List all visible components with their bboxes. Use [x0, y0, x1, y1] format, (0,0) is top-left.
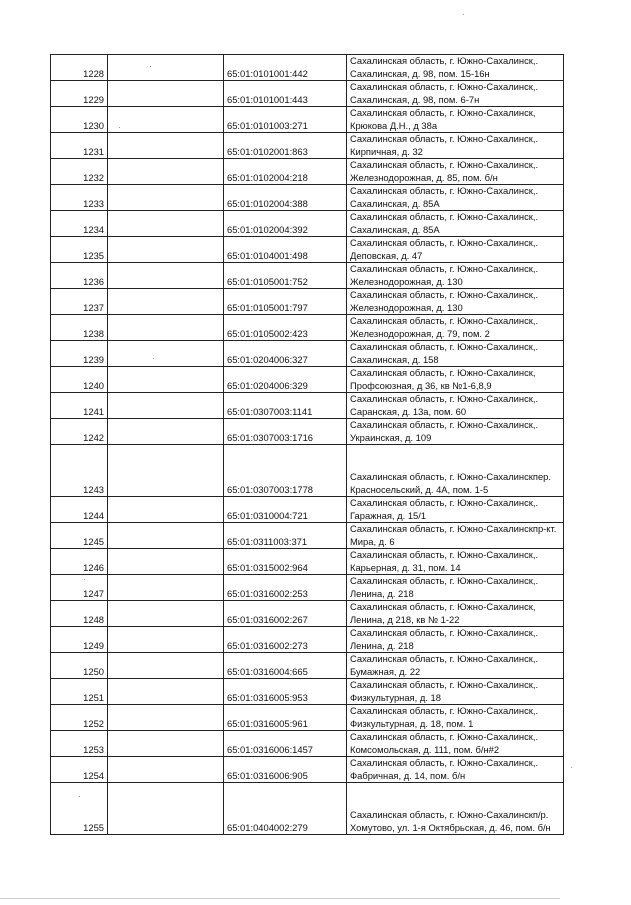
address-cell — [347, 133, 564, 159]
address-line-1: Сахалинская область, г. Южно-Сахалинск, — [350, 367, 536, 378]
row-number-cell: 1252 — [51, 705, 108, 731]
cadastral-number-cell: 65:01:0101003:271 — [224, 107, 347, 133]
table-row — [51, 289, 564, 315]
row-number-cell: 1234 — [51, 211, 108, 237]
address-line-1: Сахалинская область, г. Южно-Сахалинск,. — [350, 185, 539, 196]
address-line-2: Карьерная, д. 31, пом. 14 — [350, 561, 461, 573]
empty-cell — [108, 133, 224, 159]
address-cell — [347, 185, 564, 211]
row-number-cell: 1241 — [51, 393, 108, 419]
address-line-1: Сахалинская область, г. Южно-Сахалинскпр-кт. — [350, 523, 557, 534]
cadastral-number-cell: 65:01:0102004:218 — [224, 159, 347, 185]
scan-speck — [571, 767, 572, 768]
address-cell — [347, 549, 564, 575]
row-number-cell: 1254 — [51, 757, 108, 783]
table-row — [51, 523, 564, 549]
empty-cell — [108, 679, 224, 705]
address-cell — [347, 237, 564, 263]
address-line-2: Украинская, д. 109 — [350, 431, 432, 443]
empty-cell — [108, 601, 224, 627]
address-line-1: Сахалинская область, г. Южно-Сахалинск,. — [350, 549, 539, 560]
address-cell — [347, 419, 564, 445]
cadastral-number-cell: 65:01:0316002:267 — [224, 601, 347, 627]
empty-cell — [108, 497, 224, 523]
address-line-2: Мира, д. 6 — [350, 535, 395, 547]
address-line-1: Сахалинская область, г. Южно-Сахалинскпер. — [350, 471, 551, 482]
empty-cell — [108, 263, 224, 289]
address-line-1: Сахалинская область, г. Южно-Сахалинск,. — [350, 211, 539, 222]
empty-cell — [108, 705, 224, 731]
address-line-1: Сахалинская область, г. Южно-Сахалинск,. — [350, 159, 539, 170]
address-line-1: Сахалинская область, г. Южно-Сахалинск, — [350, 601, 536, 612]
scan-edge-line — [0, 898, 560, 899]
row-number-cell: 1236 — [51, 263, 108, 289]
address-line-1: Сахалинская область, г. Южно-Сахалинск,. — [350, 81, 539, 92]
scan-speck — [463, 14, 464, 15]
address-cell — [347, 289, 564, 315]
address-line-2: Железнодорожная, д. 85, пом. б/н — [350, 171, 498, 183]
cadastral-number-cell: 65:01:0204006:327 — [224, 341, 347, 367]
address-line-2: Саранская, д. 13а, пом. 60 — [350, 405, 467, 417]
address-cell — [347, 523, 564, 549]
row-number-cell: 1228 — [51, 55, 108, 81]
cadastral-number-cell: 65:01:0404002:279 — [224, 783, 347, 835]
address-line-1: Сахалинская область, г. Южно-Сахалинск,. — [350, 419, 539, 430]
address-line-1: Сахалинская область, г. Южно-Сахалинск, — [350, 107, 536, 118]
address-line-1: Сахалинская область, г. Южно-Сахалинск,. — [350, 315, 539, 326]
address-line-2: Сахалинская, д. 98, пом. 6-7н — [350, 93, 480, 105]
address-line-2: Кирпичная, д. 32 — [350, 145, 423, 157]
cadastral-number-cell: 65:01:0316004:665 — [224, 653, 347, 679]
address-cell — [347, 159, 564, 185]
cadastral-number-cell: 65:01:0315002:964 — [224, 549, 347, 575]
address-line-1: Сахалинская область, г. Южно-Сахалинск,. — [350, 679, 539, 690]
empty-cell — [108, 237, 224, 263]
row-number-cell: 1239 — [51, 341, 108, 367]
address-line-2: Сахалинская, д. 85А — [350, 197, 440, 209]
table-row — [51, 705, 564, 731]
address-cell — [347, 627, 564, 653]
cadastral-number-cell: 65:01:0316002:273 — [224, 627, 347, 653]
row-number-cell: 1248 — [51, 601, 108, 627]
scan-speck — [153, 358, 154, 359]
address-line-2: Ленина, д 218, кв № 1-22 — [350, 613, 460, 625]
empty-cell — [108, 653, 224, 679]
address-line-1: Сахалинская область, г. Южно-Сахалинск,. — [350, 731, 539, 742]
cadastral-number-cell: 65:01:0307003:1141 — [224, 393, 347, 419]
table-row — [51, 601, 564, 627]
empty-cell — [108, 393, 224, 419]
address-cell — [347, 679, 564, 705]
row-number-cell: 1242 — [51, 419, 108, 445]
scan-speck — [150, 66, 151, 67]
address-line-1: Сахалинская область, г. Южно-Сахалинск,. — [350, 393, 539, 404]
address-cell — [347, 731, 564, 757]
table-row — [51, 81, 564, 107]
empty-cell — [108, 289, 224, 315]
cadastral-number-cell: 65:01:0105001:752 — [224, 263, 347, 289]
table-row — [51, 237, 564, 263]
cadastral-number-cell: 65:01:0102004:388 — [224, 185, 347, 211]
table-row — [51, 367, 564, 393]
address-cell — [347, 653, 564, 679]
address-line-1: Сахалинская область, г. Южно-Сахалинск,. — [350, 55, 539, 66]
address-cell — [347, 575, 564, 601]
scan-speck — [84, 579, 85, 580]
address-line-2: Профсоюзная, д 36, кв №1-6,8,9 — [350, 379, 492, 391]
empty-cell — [108, 523, 224, 549]
table-row — [51, 757, 564, 783]
address-line-2: Железнодорожная, д. 130 — [350, 301, 463, 313]
row-number-cell: 1232 — [51, 159, 108, 185]
row-number-cell: 1246 — [51, 549, 108, 575]
table-row — [51, 107, 564, 133]
address-line-2: Гаражная, д. 15/1 — [350, 509, 427, 521]
empty-cell — [108, 55, 224, 81]
empty-cell — [108, 627, 224, 653]
cadastral-number-cell: 65:01:0102001:863 — [224, 133, 347, 159]
cadastral-number-cell: 65:01:0204006:329 — [224, 367, 347, 393]
empty-cell — [108, 367, 224, 393]
scan-speck — [119, 127, 120, 128]
row-number-cell: 1250 — [51, 653, 108, 679]
table-row — [51, 159, 564, 185]
table-row — [51, 55, 564, 81]
address-cell — [347, 211, 564, 237]
table-row — [51, 731, 564, 757]
address-line-2: Сахалинская, д. 85А — [350, 223, 440, 235]
row-number-cell: 1243 — [51, 445, 108, 497]
address-line-1: Сахалинская область, г. Южно-Сахалинск,. — [350, 705, 539, 716]
address-line-2: Красносельский, д. 4А, пом. 1-5 — [350, 483, 489, 495]
cadastral-number-cell: 65:01:0316005:961 — [224, 705, 347, 731]
property-registry-table — [50, 54, 564, 835]
cadastral-number-cell: 65:01:0101001:442 — [224, 55, 347, 81]
table-row — [51, 575, 564, 601]
address-cell — [347, 601, 564, 627]
table-row — [51, 185, 564, 211]
cadastral-number-cell: 65:01:0102004:392 — [224, 211, 347, 237]
table-row — [51, 341, 564, 367]
address-cell — [347, 783, 564, 835]
address-cell — [347, 55, 564, 81]
row-number-cell: 1237 — [51, 289, 108, 315]
address-line-2: Деповская, д. 47 — [350, 249, 423, 261]
address-cell — [347, 107, 564, 133]
empty-cell — [108, 757, 224, 783]
table-row — [51, 393, 564, 419]
table-row — [51, 445, 564, 497]
cadastral-number-cell: 65:01:0316005:953 — [224, 679, 347, 705]
cadastral-number-cell: 65:01:0104001:498 — [224, 237, 347, 263]
address-line-1: Сахалинская область, г. Южно-Сахалинск,. — [350, 341, 539, 352]
row-number-cell: 1253 — [51, 731, 108, 757]
cadastral-number-cell: 65:01:0316002:253 — [224, 575, 347, 601]
empty-cell — [108, 419, 224, 445]
cadastral-number-cell: 65:01:0316006:1457 — [224, 731, 347, 757]
address-line-1: Сахалинская область, г. Южно-Сахалинск,. — [350, 575, 539, 586]
row-number-cell: 1251 — [51, 679, 108, 705]
address-cell — [347, 263, 564, 289]
table-row — [51, 211, 564, 237]
empty-cell — [108, 81, 224, 107]
table-row — [51, 263, 564, 289]
row-number-cell: 1249 — [51, 627, 108, 653]
address-line-2: Ленина, д. 218 — [350, 639, 414, 651]
row-number-cell: 1229 — [51, 81, 108, 107]
address-line-1: Сахалинская область, г. Южно-Сахалинскп/р. — [350, 809, 549, 820]
table-row — [51, 783, 564, 835]
empty-cell — [108, 107, 224, 133]
empty-cell — [108, 185, 224, 211]
row-number-cell: 1233 — [51, 185, 108, 211]
address-line-2: Сахалинская, д. 98, пом. 15-16н — [350, 67, 490, 79]
empty-cell — [108, 211, 224, 237]
row-number-cell: 1247 — [51, 575, 108, 601]
row-number-cell: 1231 — [51, 133, 108, 159]
empty-cell — [108, 315, 224, 341]
address-line-1: Сахалинская область, г. Южно-Сахалинск,. — [350, 627, 539, 638]
address-cell — [347, 367, 564, 393]
cadastral-number-cell: 65:01:0101001:443 — [224, 81, 347, 107]
address-line-2: Хомутово, ул. 1-я Октябрьская, д. 46, пом. б/н — [350, 821, 551, 833]
table-row — [51, 315, 564, 341]
address-line-1: Сахалинская область, г. Южно-Сахалинск,. — [350, 237, 539, 248]
address-line-1: Сахалинская область, г. Южно-Сахалинск,. — [350, 289, 539, 300]
row-number-cell: 1255 — [51, 783, 108, 835]
address-line-1: Сахалинская область, г. Южно-Сахалинск,. — [350, 133, 539, 144]
empty-cell — [108, 575, 224, 601]
cadastral-number-cell: 65:01:0105001:797 — [224, 289, 347, 315]
table-row — [51, 549, 564, 575]
table-row — [51, 627, 564, 653]
address-line-1: Сахалинская область, г. Южно-Сахалинск,. — [350, 263, 539, 274]
cadastral-number-cell: 65:01:0311003:371 — [224, 523, 347, 549]
address-line-2: Железнодорожная, д. 79, пом. 2 — [350, 327, 490, 339]
empty-cell — [108, 783, 224, 835]
row-number-cell: 1240 — [51, 367, 108, 393]
row-number-cell: 1238 — [51, 315, 108, 341]
row-number-cell: 1235 — [51, 237, 108, 263]
address-line-2: Фабричная, д. 14, пом. б/н — [350, 769, 466, 781]
address-cell — [347, 445, 564, 497]
table-row — [51, 133, 564, 159]
address-line-2: Физкультурная, д. 18 — [350, 691, 441, 703]
address-line-1: Сахалинская область, г. Южно-Сахалинск,. — [350, 757, 539, 768]
table-row — [51, 497, 564, 523]
empty-cell — [108, 731, 224, 757]
address-line-2: Бумажная, д. 22 — [350, 665, 421, 677]
address-cell — [347, 81, 564, 107]
scan-speck — [79, 796, 80, 797]
address-line-2: Крюкова Д.Н., д 38а — [350, 119, 438, 131]
table-row — [51, 653, 564, 679]
address-cell — [347, 341, 564, 367]
address-cell — [347, 497, 564, 523]
address-line-2: Сахалинская, д. 158 — [350, 353, 439, 365]
cadastral-number-cell: 65:01:0307003:1778 — [224, 445, 347, 497]
cadastral-number-cell: 65:01:0310004:721 — [224, 497, 347, 523]
address-line-2: Железнодорожная, д. 130 — [350, 275, 463, 287]
cadastral-number-cell: 65:01:0105002:423 — [224, 315, 347, 341]
empty-cell — [108, 341, 224, 367]
address-cell — [347, 315, 564, 341]
registry-table-body — [51, 55, 564, 835]
address-line-2: Ленина, д. 218 — [350, 587, 414, 599]
empty-cell — [108, 159, 224, 185]
empty-cell — [108, 549, 224, 575]
cadastral-number-cell: 65:01:0307003:1716 — [224, 419, 347, 445]
address-cell — [347, 757, 564, 783]
address-line-1: Сахалинская область, г. Южно-Сахалинск,. — [350, 653, 539, 664]
address-cell — [347, 393, 564, 419]
row-number-cell: 1244 — [51, 497, 108, 523]
table-row — [51, 679, 564, 705]
address-line-2: Физкультурная, д. 18, пом. 1 — [350, 717, 474, 729]
table-row — [51, 419, 564, 445]
cadastral-number-cell: 65:01:0316006:905 — [224, 757, 347, 783]
address-cell — [347, 705, 564, 731]
row-number-cell: 1245 — [51, 523, 108, 549]
row-number-cell: 1230 — [51, 107, 108, 133]
empty-cell — [108, 445, 224, 497]
address-line-1: Сахалинская область, г. Южно-Сахалинск,. — [350, 497, 539, 508]
address-line-2: Комсомольская, д. 111, пом. б/н#2 — [350, 743, 500, 755]
